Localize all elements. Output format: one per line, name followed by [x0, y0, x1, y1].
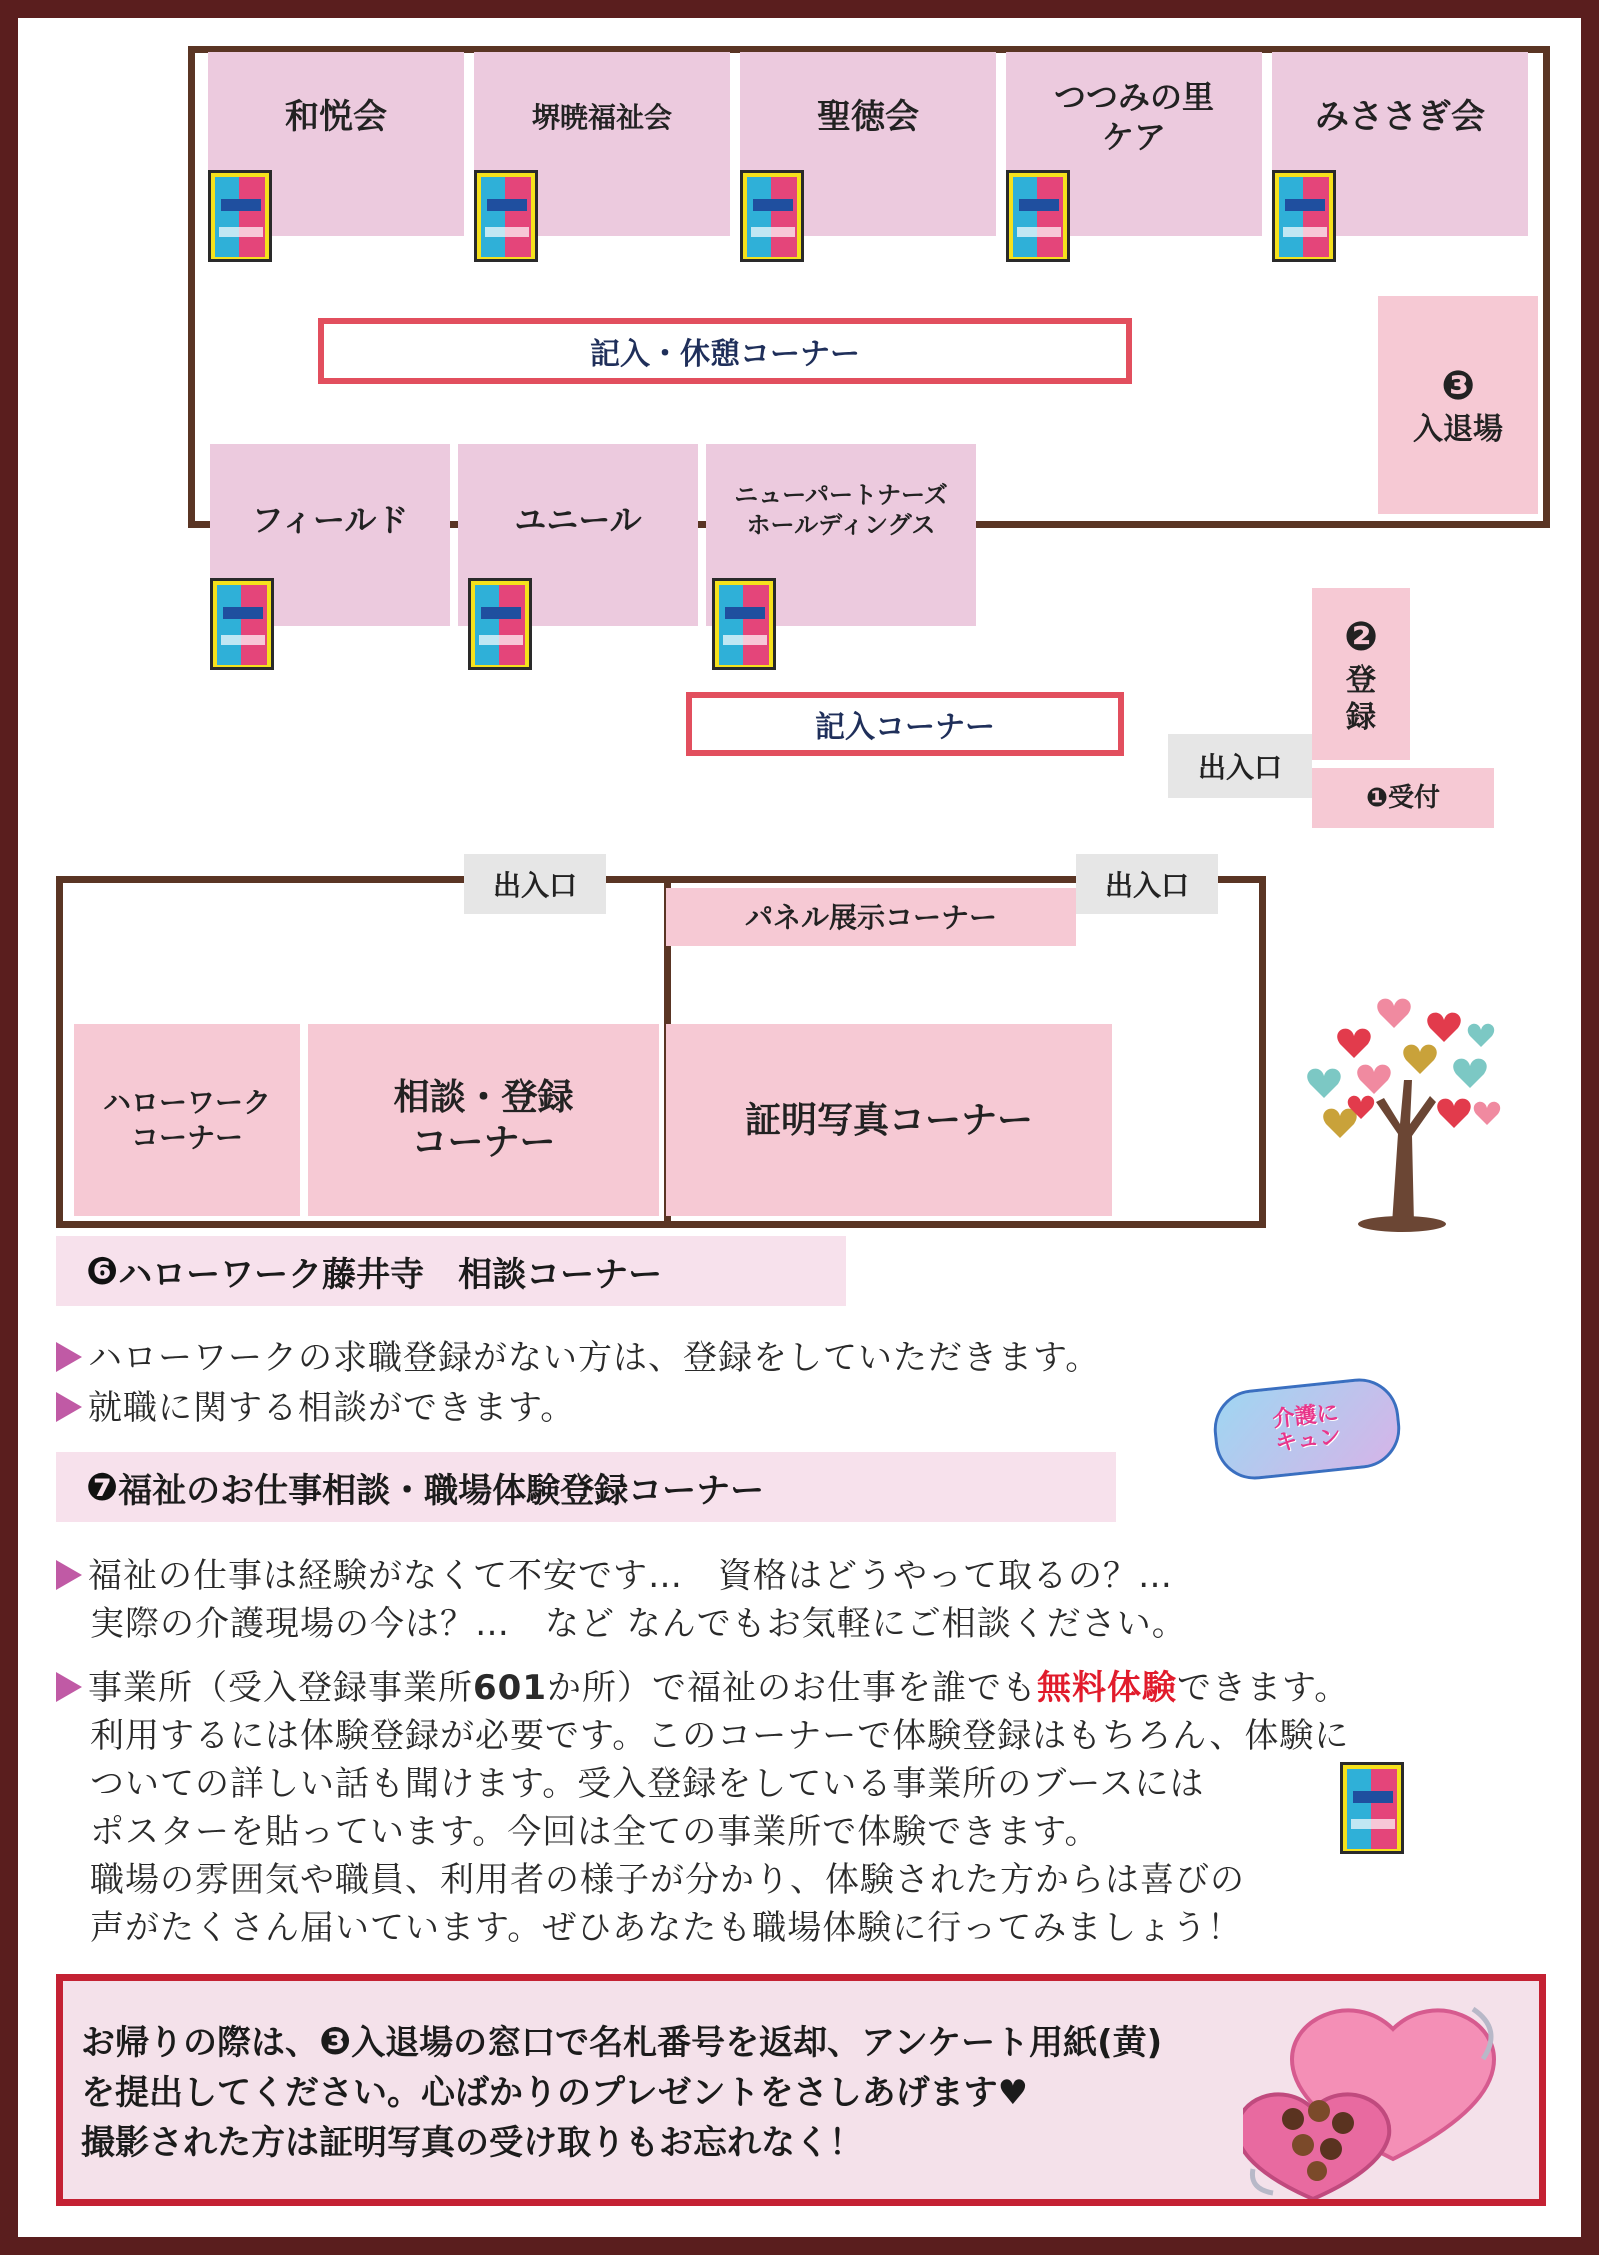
consult-corner-label: 相談・登録 コーナー: [393, 1077, 574, 1163]
section7-title: 福祉のお仕事相談・職場体験登録コーナー: [118, 1470, 765, 1511]
section7-p1-line1: [56, 1548, 1173, 1597]
section7-number: ❼: [86, 1465, 119, 1509]
paragraph-text: ついての詳しい話も聞けます。受入登録をしている事業所のブースには: [90, 1764, 1205, 1804]
writing-corner: [686, 692, 1124, 756]
section6-bullet-2: [56, 1380, 575, 1429]
registration-booth: [1312, 588, 1410, 760]
paragraph-text: 福祉の仕事は経験がなくて不安です… 資格はどうやって取るの？…: [88, 1556, 1173, 1596]
booth-label: 堺暁福祉会: [531, 100, 672, 134]
bullet-triangle-icon: [56, 1560, 82, 1590]
booth-label: つつみの里 ケア: [1053, 78, 1214, 156]
writing-rest-corner-label: 記入・休憩コーナー: [590, 337, 860, 372]
entrance-exit-booth: [1378, 296, 1538, 514]
return-notice-box: [56, 1974, 1546, 2206]
notice-text: を提出してください。心ばかりのプレゼントをさしあげます♥: [81, 2073, 1029, 2113]
kaigo-kyun-logo: [1210, 1375, 1404, 1484]
hellowork-corner: [74, 1024, 300, 1216]
booth-label: みささぎ会: [1315, 96, 1485, 137]
notice-text: 撮影された方は証明写真の受け取りもお忘れなく！: [81, 2123, 863, 2163]
poster-icon: [468, 578, 532, 670]
door-label: 出入口: [1104, 869, 1189, 902]
section7-p2-line1: [56, 1660, 1349, 1709]
registration-label: 登 録: [1346, 662, 1376, 735]
writing-rest-corner: [318, 318, 1132, 384]
free-trial-highlight: 無料体験: [1036, 1668, 1177, 1708]
poster-icon: [1340, 1762, 1404, 1854]
bullet-text: ハローワークの求職登録がない方は、登録をしていただきます。: [88, 1338, 1101, 1378]
poster-icon: [474, 170, 538, 262]
office-count: 601: [473, 1668, 547, 1708]
notice-number: ❸: [319, 2019, 352, 2063]
paragraph-text: 職場の雰囲気や職員、利用者の様子が分かり、体験された方からは喜びの: [90, 1860, 1245, 1900]
reception-booth: [1312, 768, 1494, 828]
panel-exhibit-corner: [666, 888, 1076, 946]
entrance-exit-label: 入退場: [1413, 412, 1503, 448]
paragraph-text: 事業所（受入登録事業所: [88, 1668, 473, 1708]
notice-line-3: [81, 2115, 863, 2164]
heart-chocolate-box-illustration: [1243, 1999, 1533, 2199]
poster-icon: [712, 578, 776, 670]
reception-label: ❶受付: [1365, 782, 1440, 813]
poster-icon: [210, 578, 274, 670]
notice-text: お帰りの際は、: [81, 2023, 319, 2063]
paragraph-text: 声がたくさん届いています。ぜひあなたも職場体験に行ってみましょう！: [90, 1908, 1243, 1948]
section6-bullet-1: [56, 1330, 1100, 1379]
poster-icon: [208, 170, 272, 262]
booth-label: ニューパートナーズ ホールディングス: [734, 481, 948, 539]
notice-line-1: [81, 2015, 1162, 2064]
booth-label: フィールド: [251, 501, 409, 539]
paragraph-text: 実際の介護現場の今は？… など なんでもお気軽にご相談ください。: [90, 1604, 1187, 1644]
hellowork-corner-label: ハローワーク コーナー: [102, 1086, 271, 1154]
writing-corner-label: 記入コーナー: [815, 710, 995, 745]
kaigo-kyun-logo-text: 介護に キュン: [1271, 1400, 1343, 1457]
section7-p1-line2: [90, 1596, 1187, 1645]
lower-hall-door-right: [1076, 854, 1218, 914]
section6-heading: [56, 1236, 846, 1306]
bullet-triangle-icon: [56, 1392, 82, 1422]
paragraph-text: 利用するには体験登録が必要です。このコーナーで体験登録はもちろん、体験に: [90, 1716, 1350, 1756]
section7-p2-line4: [90, 1804, 1100, 1853]
poster-icon: [1272, 170, 1336, 262]
booth-label: 和悦会: [285, 96, 387, 137]
section6-number: ❻: [86, 1249, 119, 1293]
entrance-exit-number: ❸: [1441, 363, 1475, 410]
section7-p2-line2: [90, 1708, 1349, 1757]
bullet-text: 就職に関する相談ができます。: [88, 1388, 576, 1428]
bullet-triangle-icon: [56, 1342, 82, 1372]
paragraph-text: ポスターを貼っています。今回は全ての事業所で体験できます。: [90, 1812, 1100, 1852]
paragraph-text: できます。: [1176, 1668, 1350, 1708]
panel-corner-label: パネル展示コーナー: [744, 900, 997, 934]
section7-heading: [56, 1452, 1116, 1522]
consult-register-corner: [308, 1024, 659, 1216]
poster-icon: [740, 170, 804, 262]
poster-icon: [1006, 170, 1070, 262]
notice-line-2: [81, 2065, 1028, 2114]
door-label: 出入口: [1197, 751, 1282, 784]
lower-hall-door-left: [464, 854, 606, 914]
door-label: 出入口: [492, 869, 577, 902]
page: [18, 18, 1581, 2237]
notice-text: 入退場の窓口で名札番号を返却、アンケート用紙(黄): [351, 2023, 1163, 2063]
section7-p2-line5: [90, 1852, 1245, 1901]
paragraph-text: か所）で福祉のお仕事を誰でも: [546, 1668, 1037, 1708]
bullet-triangle-icon: [56, 1672, 82, 1702]
upper-hall-door: [1168, 734, 1312, 798]
heart-tree-illustration: [1280, 984, 1520, 1234]
section7-p2-line6: [90, 1900, 1242, 1949]
registration-number: ❷: [1344, 613, 1378, 660]
booth-label: ユニール: [514, 501, 642, 539]
booth-label: 聖徳会: [817, 96, 919, 137]
section6-title: ハローワーク藤井寺 相談コーナー: [118, 1254, 663, 1295]
section7-p2-line3: [90, 1756, 1205, 1805]
id-photo-corner: [666, 1024, 1112, 1216]
photo-corner-label: 証明写真コーナー: [744, 1099, 1033, 1141]
